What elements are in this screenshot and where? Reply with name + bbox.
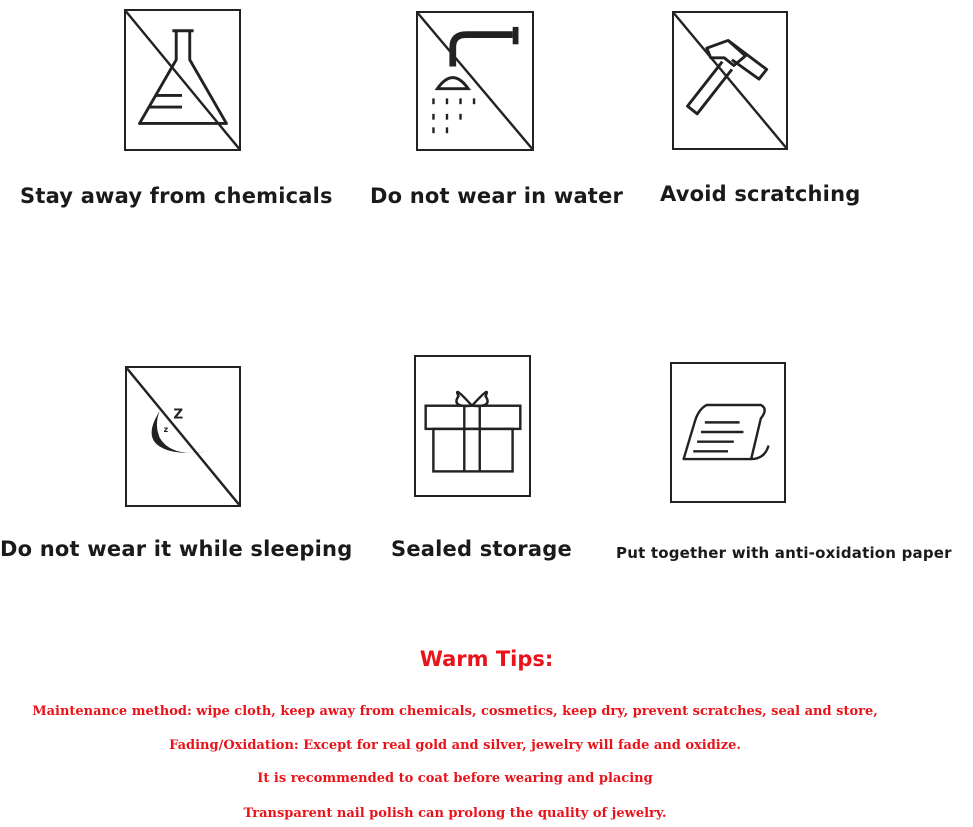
tip-line-fading: Fading/Oxidation: Except for real gold and silver, jewelry will fade and oxidize. bbox=[169, 738, 741, 753]
tip-line-coat: It is recommended to coat before wearing and placing bbox=[257, 771, 653, 786]
gift-box-icon bbox=[414, 355, 531, 497]
warm-tips-title: Warm Tips: bbox=[419, 647, 554, 671]
sleep-z-small: z bbox=[163, 425, 169, 435]
chemicals-icon bbox=[124, 9, 241, 151]
shower-icon bbox=[416, 11, 534, 151]
paper-scroll-icon bbox=[670, 362, 786, 503]
tip-line-nail-polish: Transparent nail polish can prolong the quality of jewelry. bbox=[243, 806, 667, 821]
storage-caption: Sealed storage bbox=[391, 537, 572, 561]
hammer-icon bbox=[672, 11, 788, 150]
tip-line-maintenance: Maintenance method: wipe cloth, keep away from chemicals, cosmetics, keep dry, prevent scratches, seal and store, bbox=[32, 704, 878, 719]
anti-oxidation-caption: Put together with anti-oxidation paper bbox=[616, 544, 952, 562]
sleeping-caption: Do not wear it while sleeping bbox=[0, 537, 353, 561]
sleep-icon bbox=[125, 366, 241, 507]
chemicals-caption: Stay away from chemicals bbox=[20, 184, 333, 208]
water-caption: Do not wear in water bbox=[370, 184, 624, 208]
sleep-z-big: Z bbox=[173, 406, 184, 423]
scratching-caption: Avoid scratching bbox=[660, 182, 861, 206]
